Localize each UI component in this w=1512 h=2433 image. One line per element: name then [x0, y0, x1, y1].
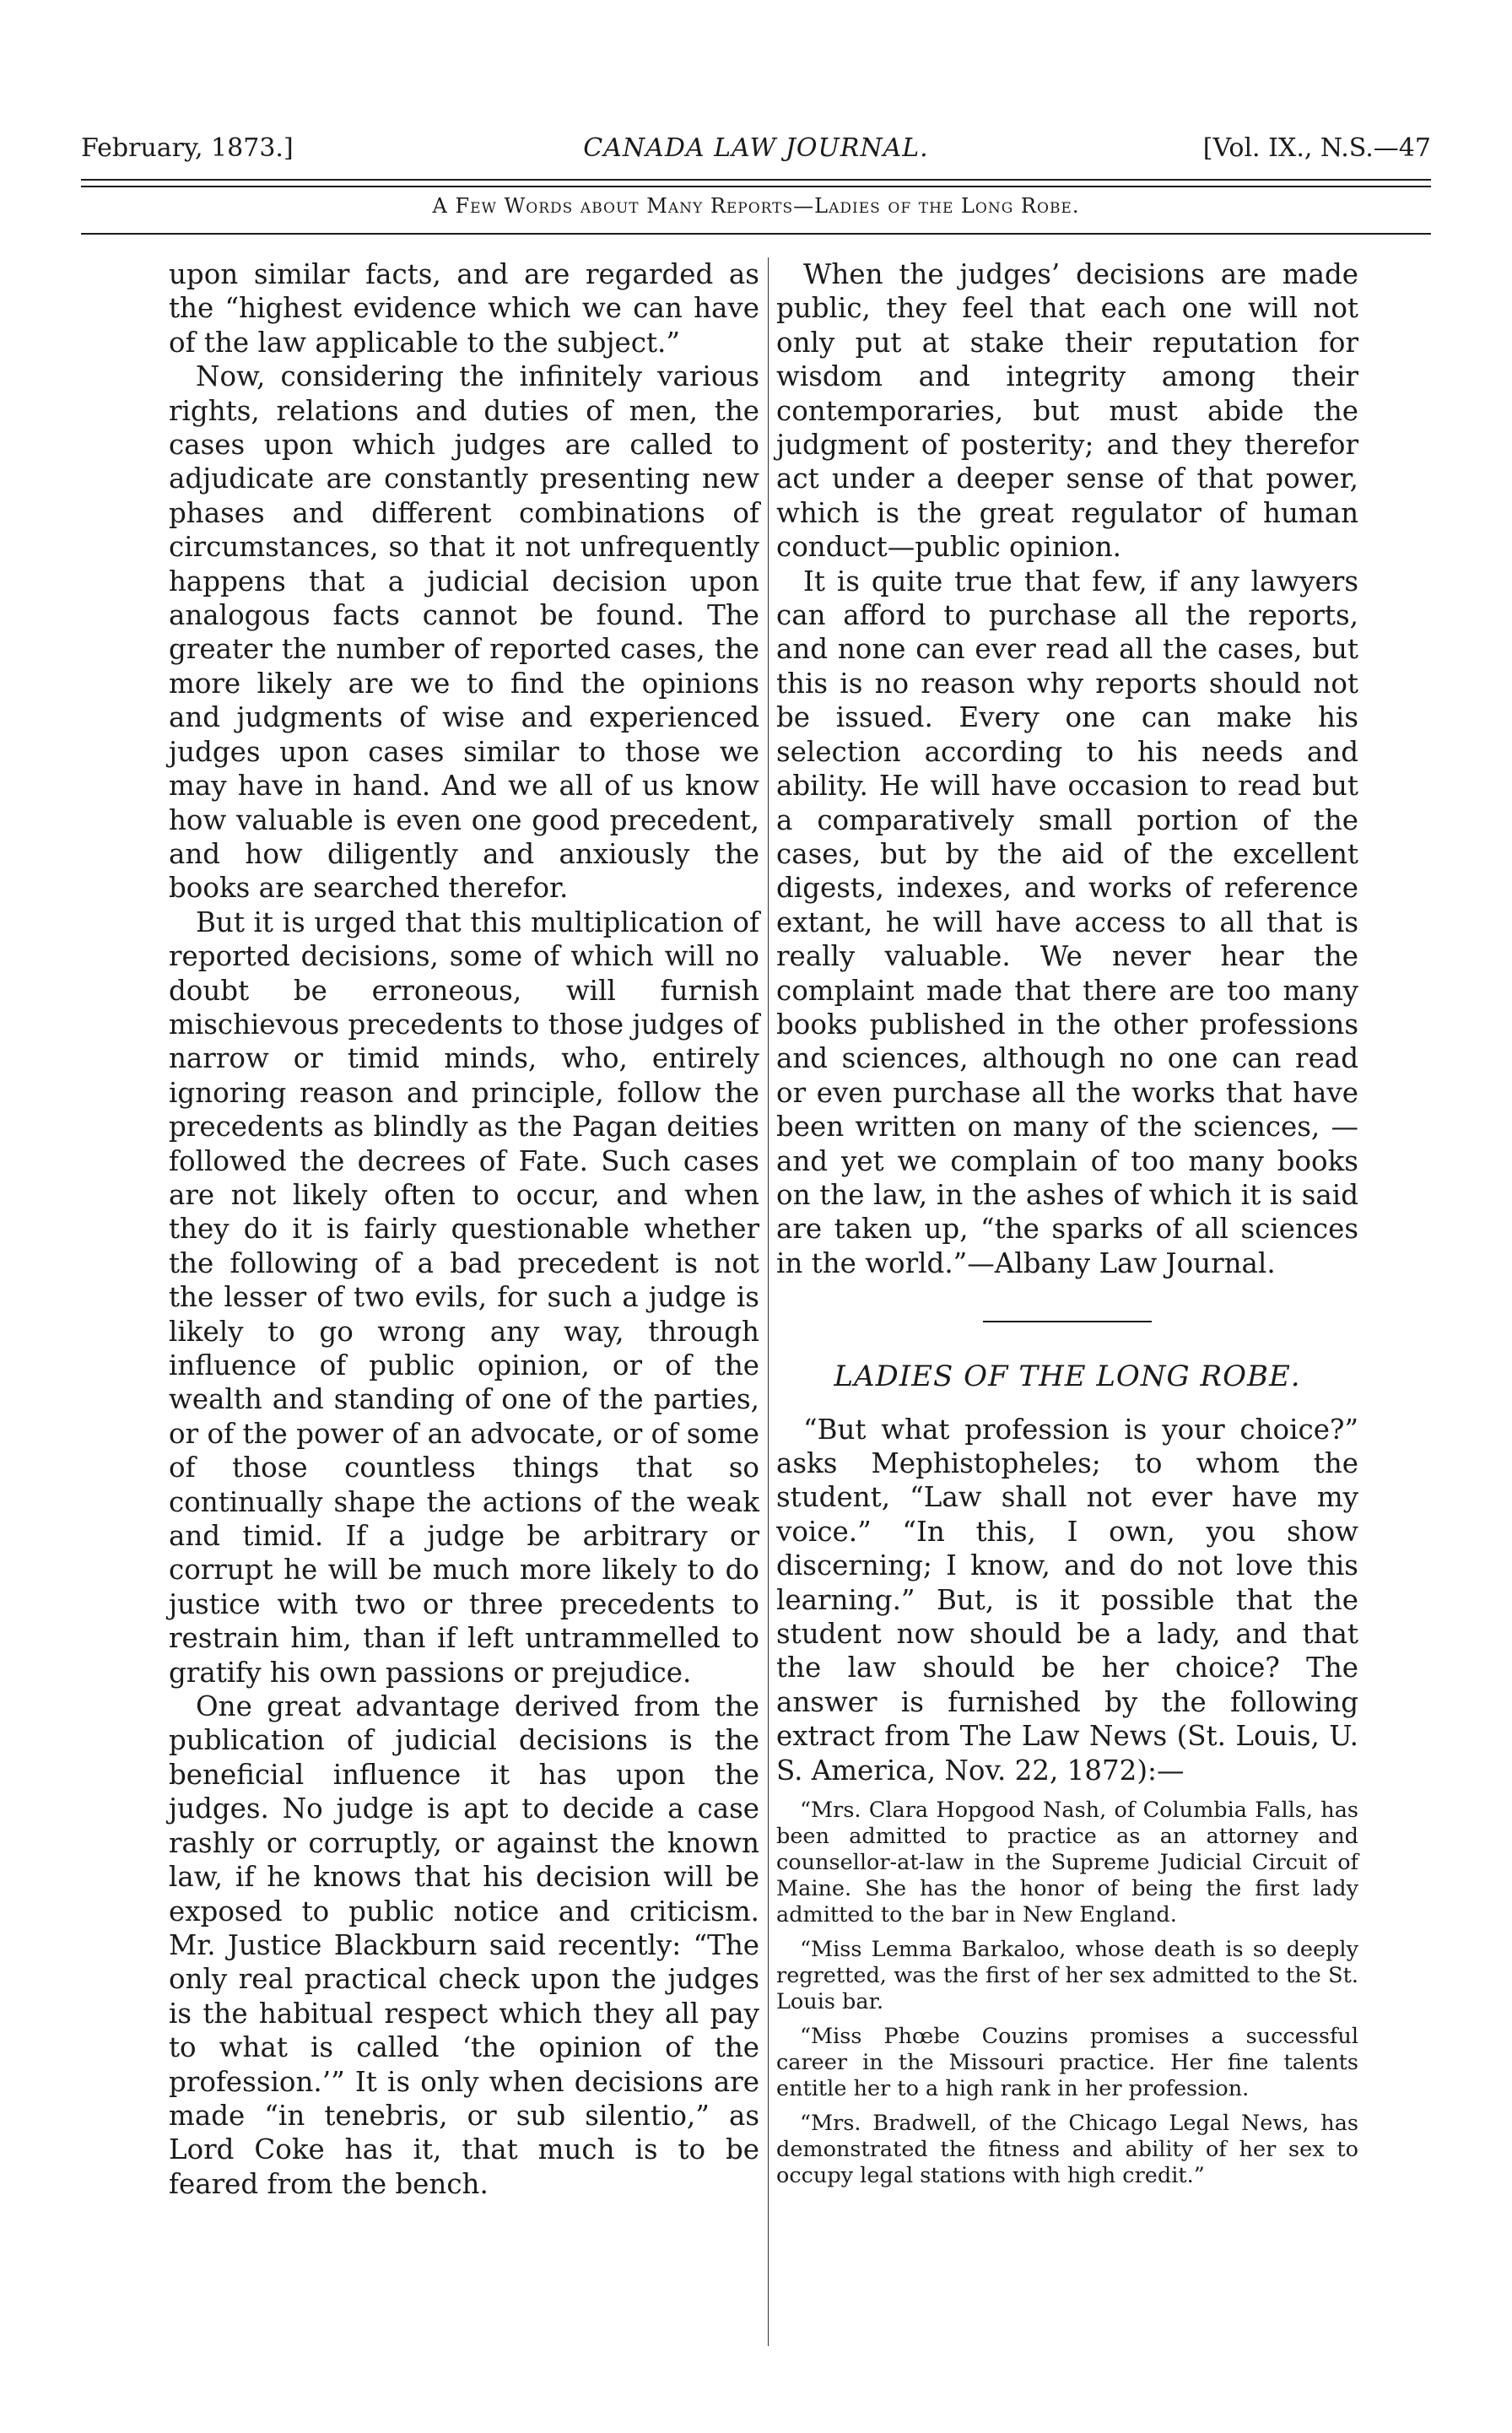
extract-paragraph: “Mrs. Clara Hopgood Nash, of Columbia Falls, has been admitted to practice as an attorney and counsellor-at-law in the Supreme Judicial Circuit of Maine. She has the honor of being the first lady admitted to the bar in New England.	[776, 1798, 1358, 1928]
paragraph: upon similar facts, and are regarded as the “highest evidence which we can have of the law applicable to the subject.”	[169, 258, 759, 359]
page-header	[81, 133, 1431, 174]
paragraph: When the judges’ decisions are made public, they feel that each one will not only put at stake their reputation for wisdom and integrity among their contemporaries, but must abide the judgment of posterity; and they therefor act under a deeper sense of that power, which is the great regulator of human conduct—public opinion.	[776, 258, 1358, 564]
extract-paragraph: “Miss Lemma Barkaloo, whose death is so deeply regretted, was the first of her sex admitted to the St. Louis bar.	[776, 1937, 1358, 2015]
section-divider	[983, 1321, 1152, 1322]
header-rule	[81, 233, 1431, 235]
paragraph: Now, considering the infinitely various rights, relations and duties of men, the cases upon which judges are called to adjudicate are constantly presenting new phases and different combinations of circumstances, so that it not unfrequently happens that a judicial decision upon analogous facts cannot be found. The greater the number of reported cases, the more likely are we to find the opinions and judgments of wise and experienced judges upon cases similar to those we may have in hand. And we all of us know how valuable is even one good precedent, and how diligently and anxiously the books are searched therefor.	[169, 360, 759, 905]
journal-title: CANADA LAW JOURNAL.	[583, 133, 929, 163]
left-column	[169, 257, 759, 2201]
paragraph: “But what profession is your choice?” asks Mephistopheles; to whom the student, “Law shall not ever have my voice.” “In this, I own, you show discerning; I know, and do not love this learning.” But, is it possible that the student now should be a lady, and that the law should be her choice? The answer is furnished by the following extract from The Law News (St. Louis, U. S. America, Nov. 22, 1872):—	[776, 1413, 1358, 1787]
paragraph: But it is urged that this multiplication of reported decisions, some of which will no doubt be erroneous, will furnish mischievous precedents to those judges of narrow or timid minds, who, entirely ignoring reason and principle, follow the precedents as blindly as the Pagan deities followed the decrees of Fate. Such cases are not likely often to occur, and when they do it is fairly questionable whether the following of a bad precedent is not the lesser of two evils, for such a judge is likely to go wrong any way, through influence of public opinion, or of the wealth and standing of one of the parties, or of the power of an advocate, or of some of those countless things that so continually shape the actions of the weak and timid. If a judge be arbitrary or corrupt he will be much more likely to do justice with two or three precedents to restrain him, than if left untrammelled to gratify his own passions or prejudice.	[169, 906, 759, 1689]
header-volume: [Vol. IX., N.S.—47	[1202, 133, 1431, 163]
paragraph: It is quite true that few, if any lawyers can afford to purchase all the reports, and none can ever read all the cases, but this is no reason why reports should not be issued. Every one can make his selection according to his needs and ability. He will have occasion to read but a comparatively small portion of the cases, but by the aid of the excellent digests, indexes, and works of reference extant, he will have access to all that is really valuable. We never hear the complaint made that there are too many books published in the other professions and sciences, although no one can read or even purchase all the works that have been written on many of the sciences, —and yet we complain of too many books on the law, in the ashes of which it is said are taken up, “the sparks of all sciences in the world.”—Albany Law Journal.	[776, 565, 1358, 1279]
right-column	[776, 257, 1358, 2198]
extract-paragraph: “Mrs. Bradwell, of the Chicago Legal News, has demonstrated the fitness and ability of her sex to occupy legal stations with high credit.”	[776, 2111, 1358, 2189]
header-date: February, 1873.]	[81, 133, 294, 163]
header-double-rule	[81, 179, 1431, 187]
column-divider	[768, 257, 769, 2346]
running-title: A Few Words about Many Reports—Ladies of the Long Robe.	[432, 194, 1080, 218]
extract	[776, 1798, 1358, 2189]
extract-paragraph: “Miss Phœbe Couzins promises a successful career in the Missouri practice. Her fine talents entitle her to a high rank in her profession.	[776, 2024, 1358, 2102]
section-heading: LADIES OF THE LONG ROBE.	[834, 1360, 1301, 1394]
paragraph: One great advantage derived from the publication of judicial decisions is the beneficial influence it has upon the judges. No judge is apt to decide a case rashly or corruptly, or against the known law, if he knows that his decision will be exposed to public notice and criticism. Mr. Justice Blackburn said recently: “The only real practical check upon the judges is the habitual respect which they all pay to what is called ‘the opinion of the profession.’” It is only when decisions are made “in tenebris, or sub silentio,” as Lord Coke has it, that much is to be feared from the bench.	[169, 1690, 759, 2200]
